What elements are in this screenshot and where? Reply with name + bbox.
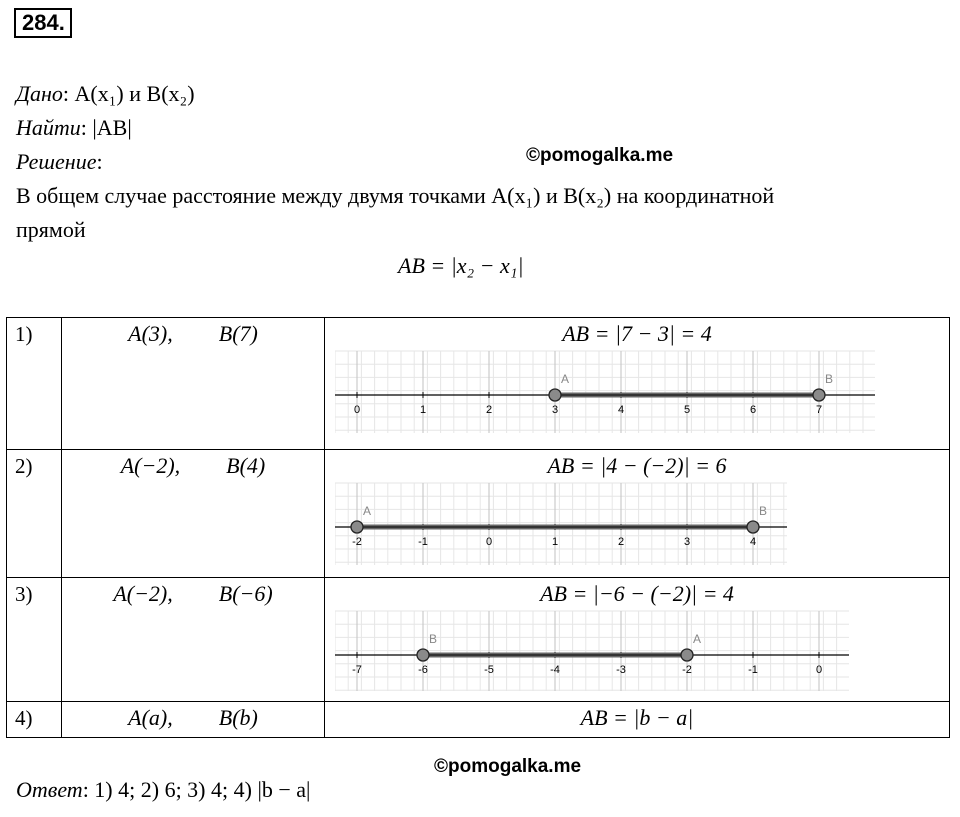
tick-label: -5 (484, 664, 494, 676)
paragraph-line-1: В общем случае расстояние между двумя точками A(x₁) и B(x₂) на координатной (16, 183, 775, 208)
grid (335, 351, 875, 433)
tick-label: 0 (815, 664, 823, 676)
row-number: 4) (7, 702, 62, 738)
point-a: A(a), (128, 705, 173, 730)
tick-label: 3 (683, 536, 691, 548)
point-b: B(−6) (218, 581, 273, 606)
tick-label: 0 (353, 404, 361, 416)
solution-cell (325, 318, 950, 450)
tick-label: -2 (352, 536, 362, 548)
point-b-label: B (428, 632, 438, 646)
main-formula: AB = |x₂ − x₁| (398, 253, 524, 278)
solution-table (6, 317, 950, 738)
solution-cell (325, 450, 950, 578)
points-cell (62, 702, 325, 738)
point-b: B(b) (218, 705, 258, 730)
row-number: 3) (7, 578, 62, 702)
row-number: 1) (7, 318, 62, 450)
point-b: B(7) (218, 321, 258, 346)
point-a: A(−2), (113, 581, 173, 606)
point-a-label: A (692, 632, 702, 646)
table-row (7, 450, 950, 578)
table-row (7, 318, 950, 450)
grid (335, 611, 849, 691)
tick-label: -1 (418, 536, 428, 548)
row-formula: AB = |7 − 3| = 4 (562, 321, 712, 346)
number-line-2 (335, 479, 895, 569)
tick-label: 5 (683, 404, 691, 416)
point-a: A(−2), (120, 453, 181, 478)
solution-colon: : (96, 149, 103, 174)
number-line-3 (335, 607, 895, 695)
tick-label: 1 (551, 536, 559, 548)
tick-label: 3 (551, 404, 559, 416)
watermark-bottom: ©pomogalka.me (434, 756, 582, 777)
table-row (7, 702, 950, 738)
point-b-marker (813, 389, 825, 401)
table-row (7, 578, 950, 702)
grid (335, 483, 787, 565)
tick-label: -6 (418, 664, 428, 676)
tick-label: -4 (550, 664, 560, 676)
point-a: A(3), (128, 321, 173, 346)
point-a-marker (351, 521, 363, 533)
tick-label: 7 (815, 404, 823, 416)
tick-label: -7 (352, 664, 362, 676)
point-a-marker (549, 389, 561, 401)
tick-label: 1 (419, 404, 427, 416)
points-cell (62, 450, 325, 578)
point-b-label: B (824, 372, 834, 386)
solution-label: Решение (16, 149, 97, 174)
given-label: Дано (16, 81, 63, 106)
number-line-1 (335, 347, 895, 437)
answer-text: : 1) 4; 2) 6; 3) 4; 4) |b − a| (82, 777, 311, 802)
paragraph-line-2: прямой (16, 217, 86, 242)
tick-label: -1 (748, 664, 758, 676)
row-number: 2) (7, 450, 62, 578)
answer-line (16, 776, 310, 804)
point-a-marker (681, 649, 693, 661)
tick-label: 2 (485, 404, 493, 416)
given-text: : A(x₁) и B(x₂) (62, 81, 195, 106)
given-line (16, 80, 195, 108)
tick-label: 4 (617, 404, 625, 416)
row-formula: AB = |−6 − (−2)| = 4 (540, 581, 734, 606)
point-b-label: B (758, 504, 768, 518)
tick-label: 6 (749, 404, 757, 416)
point-b-marker (417, 649, 429, 661)
find-text: : |AB| (80, 115, 132, 140)
find-line (16, 114, 132, 142)
watermark-top: ©pomogalka.me (526, 145, 674, 166)
tick-label: -2 (682, 664, 692, 676)
tick-label: 2 (617, 536, 625, 548)
tick-label: 4 (749, 536, 757, 548)
solution-cell (325, 702, 950, 738)
solution-line (16, 148, 103, 176)
points-cell (62, 318, 325, 450)
point-b: B(4) (226, 453, 266, 478)
tick-label: -3 (616, 664, 626, 676)
task-number: 284. (14, 8, 72, 38)
point-a-label: A (362, 504, 372, 518)
row-formula: AB = |4 − (−2)| = 6 (547, 453, 727, 478)
tick-label: 0 (485, 536, 493, 548)
find-label: Найти (16, 115, 81, 140)
points-cell (62, 578, 325, 702)
answer-label: Ответ (16, 777, 83, 802)
solution-cell (325, 578, 950, 702)
row-formula: AB = |b − a| (580, 705, 694, 730)
point-b-marker (747, 521, 759, 533)
point-a-label: A (560, 372, 570, 386)
